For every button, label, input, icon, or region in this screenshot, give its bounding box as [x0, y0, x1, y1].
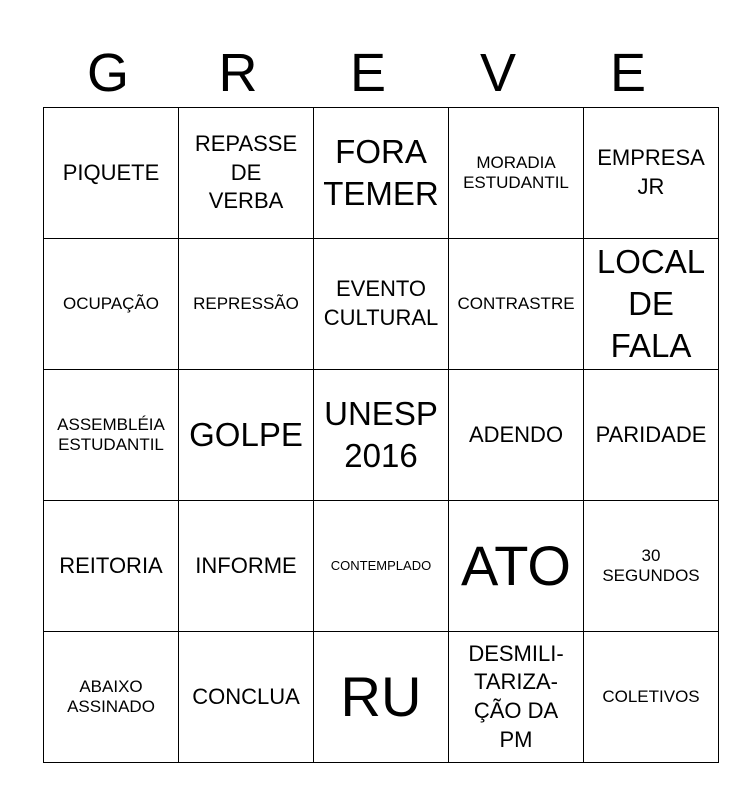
bingo-cell[interactable]: [584, 370, 719, 501]
bingo-cell[interactable]: [584, 108, 719, 239]
header-letter-e: E: [349, 43, 387, 103]
bingo-cell[interactable]: [179, 501, 314, 632]
cell-label: RU: [340, 664, 422, 728]
bingo-cell[interactable]: [584, 501, 719, 632]
cell-label: LOCAL DE FALA: [596, 243, 706, 364]
bingo-cell[interactable]: [314, 239, 449, 370]
cell-label: CONTRASTRE: [457, 294, 575, 314]
bingo-cell[interactable]: [584, 632, 719, 763]
cell-label: ADENDO: [468, 421, 564, 447]
cell-label: ASSEMBLÉIA ESTUDANTIL: [57, 415, 165, 454]
bingo-cell[interactable]: [44, 239, 179, 370]
bingo-cell[interactable]: [179, 239, 314, 370]
bingo-cell[interactable]: [179, 370, 314, 501]
cell-label: COLETIVOS: [602, 687, 700, 707]
header-letter-g: G: [86, 43, 129, 103]
cell-label: 30 SEGUNDOS: [602, 546, 700, 585]
bingo-header: [43, 38, 693, 108]
bingo-cell[interactable]: [314, 501, 449, 632]
cell-label: REITORIA: [59, 552, 163, 578]
bingo-cell[interactable]: [449, 370, 584, 501]
cell-label: REPRESSÃO: [193, 294, 299, 314]
header-letter-r: R: [218, 43, 258, 103]
cell-label: EVENTO CULTURAL: [323, 276, 439, 330]
bingo-cell[interactable]: [179, 632, 314, 763]
bingo-cell[interactable]: [449, 632, 584, 763]
cell-label: PARIDADE: [595, 421, 707, 447]
cell-label: CONTEMPLADO: [330, 557, 432, 573]
bingo-cell[interactable]: [449, 108, 584, 239]
bingo-cell[interactable]: [44, 370, 179, 501]
cell-label: INFORME: [195, 552, 297, 578]
cell-label: PIQUETE: [62, 159, 160, 185]
bingo-board: [43, 107, 719, 763]
cell-label: EMPRESA JR: [597, 145, 705, 199]
cell-label: ABAIXO ASSINADO: [67, 677, 155, 716]
cell-label: REPASSE DE VERBA: [194, 131, 298, 214]
bingo-cell[interactable]: [44, 108, 179, 239]
header-letter-v: V: [479, 43, 517, 103]
cell-label: OCUPAÇÃO: [62, 294, 160, 314]
bingo-cell[interactable]: [449, 239, 584, 370]
board-row: [44, 632, 719, 763]
header-letter-e-2: E: [609, 43, 647, 103]
cell-label: DESMILI- TARIZA- ÇÃO DA PM: [468, 640, 564, 752]
bingo-cell[interactable]: [44, 632, 179, 763]
board-row: [44, 239, 719, 370]
board-row: [44, 108, 719, 239]
cell-label: FORA TEMER: [323, 133, 439, 212]
cell-label: GOLPE: [189, 416, 303, 454]
bingo-cell[interactable]: [584, 239, 719, 370]
bingo-cell[interactable]: [179, 108, 314, 239]
board-row: [44, 501, 719, 632]
bingo-cell[interactable]: [314, 370, 449, 501]
bingo-cell[interactable]: [314, 108, 449, 239]
cell-label: ATO: [461, 533, 571, 597]
bingo-cell[interactable]: [449, 501, 584, 632]
cell-label: UNESP 2016: [324, 395, 438, 474]
board-row: [44, 370, 719, 501]
cell-label: MORADIA ESTUDANTIL: [463, 153, 569, 192]
bingo-cell[interactable]: [314, 632, 449, 763]
bingo-cell[interactable]: [44, 501, 179, 632]
cell-label: CONCLUA: [192, 683, 300, 709]
